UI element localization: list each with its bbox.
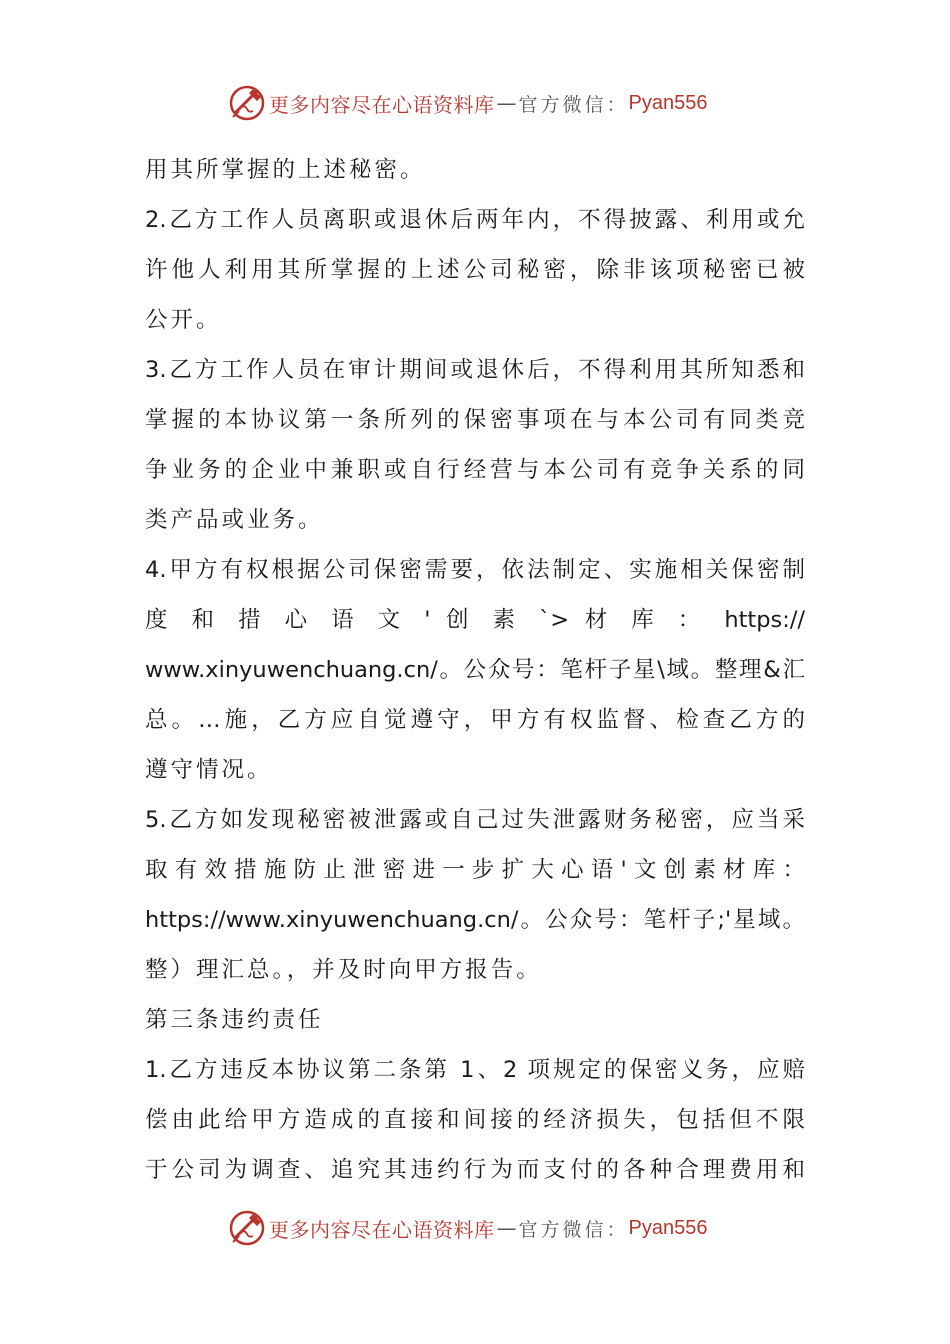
text-line: 5.乙方如发现秘密被泄露或自己过失泄露财务秘密，应当采 xyxy=(145,807,805,833)
header-wechat-label: 官方微信： xyxy=(518,93,629,116)
header-dash: — xyxy=(496,91,517,115)
section-heading: 第三条违约责任 xyxy=(145,1007,324,1033)
footer-brand-text: 更多内容尽在心语资料库 xyxy=(269,1217,495,1242)
text-line: 掌握的本协议第一条所列的保密事项在与本公司有同类竞 xyxy=(145,407,805,433)
text-line: www.xinyuwenchuang.cn/。公众号：笔杆子星\域。整理&汇 xyxy=(145,657,805,683)
text-line: 3.乙方工作人员在审计期间或退休后，不得利用其所知悉和 xyxy=(145,357,805,383)
header-brand-text: 更多内容尽在心语资料库 xyxy=(269,92,495,117)
text-line: 遵守情况。 xyxy=(145,757,273,783)
footer-banner xyxy=(0,1205,950,1251)
text-line: 用其所掌握的上述秘密。 xyxy=(145,157,426,183)
footer-wechat-id: Pyan556 xyxy=(628,1216,708,1239)
text-line: 许他人利用其所掌握的上述公司秘密，除非该项秘密已被 xyxy=(145,257,805,283)
footer-dash: — xyxy=(496,1216,517,1240)
pen-seal-logo-icon xyxy=(227,83,267,123)
text-line: 度 和 措 心 语 文 ' 创 素 `> 材 库 ： https:// xyxy=(145,607,805,633)
text-line: https://www.xinyuwenchuang.cn/。公众号：笔杆子;'星域。 xyxy=(145,907,805,933)
text-line: 公开。 xyxy=(145,307,222,333)
text-line: 争业务的企业中兼职或自行经营与本公司有竞争关系的同 xyxy=(145,457,805,483)
text-line: 取有效措施防止泄密进一步扩大心语'文创素材库： xyxy=(145,857,805,883)
document-body xyxy=(145,145,805,1195)
text-line: 4.甲方有权根据公司保密需要，依法制定、实施相关保密制 xyxy=(145,557,805,583)
text-line: 于公司为调查、追究其违约行为而支付的各种合理费用和 xyxy=(145,1157,805,1183)
text-line: 整）理汇总。，并及时向甲方报告。 xyxy=(145,957,542,983)
header-banner xyxy=(0,80,950,126)
text-line: 总。…施，乙方应自觉遵守，甲方有权监督、检查乙方的 xyxy=(145,707,805,733)
text-line: 1.乙方违反本协议第二条第 1、2 项规定的保密义务，应赔 xyxy=(145,1057,805,1083)
text-line: 类产品或业务。 xyxy=(145,507,324,533)
header-wechat-id: Pyan556 xyxy=(628,91,708,114)
pen-seal-logo-icon xyxy=(227,1208,267,1248)
text-line: 2.乙方工作人员离职或退休后两年内，不得披露、利用或允 xyxy=(145,207,805,233)
footer-wechat-label: 官方微信： xyxy=(518,1218,629,1241)
text-line: 偿由此给甲方造成的直接和间接的经济损失，包括但不限 xyxy=(145,1107,805,1133)
